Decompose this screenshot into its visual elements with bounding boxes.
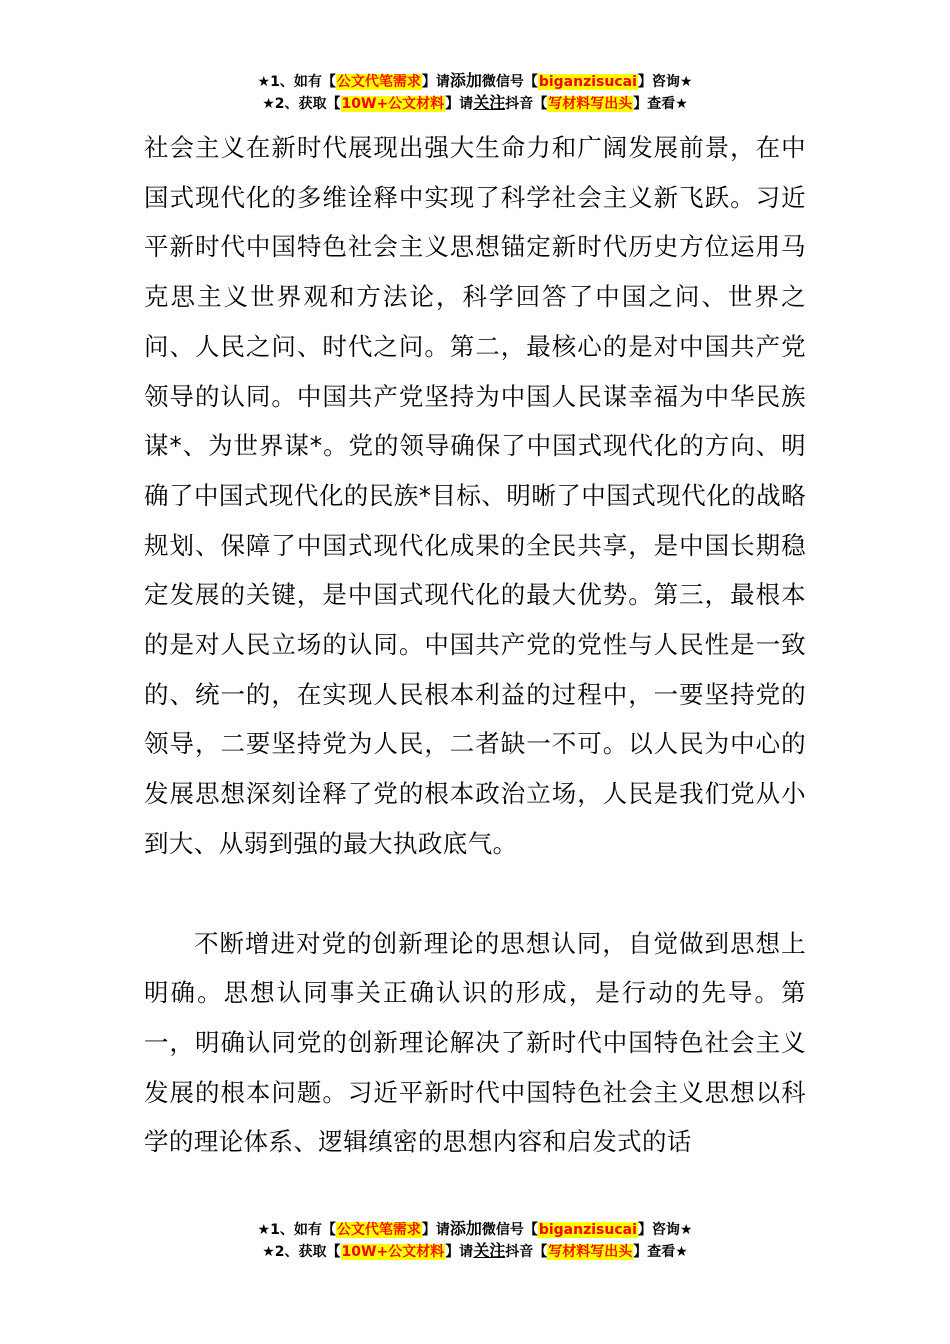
footer-line-1-suffix: 】咨询★: [637, 1222, 693, 1238]
header-line-2-douyin-id: 写材料写出头: [548, 96, 633, 112]
header-line-2-suffix: 】查看★: [633, 96, 688, 112]
header-line-2: [0, 92, 950, 114]
footer-line-2-mid: 】请: [445, 1244, 474, 1260]
footer-line-1: [0, 1218, 950, 1240]
footer-line-1-mid: 】请: [421, 1222, 450, 1238]
header-line-2-follow: 关注: [473, 93, 506, 112]
footer-line-1-highlight-service: 公文代笔需求: [336, 1222, 421, 1238]
footer-line-1-wechat-label: 微信号【: [481, 1222, 538, 1238]
paragraph-2: 不断增进对党的创新理论的思想认同，自觉做到思想上明确。思想认同事关正确认识的形成，是行动的先导。第一，明确认同党的创新理论解决了新时代中国特色社会主义发展的根本问题。习近平新时代中国特色社会主义思想以科学的理论体系、逻辑缜密的思想内容和启发式的话: [144, 928, 806, 1157]
header-line-1-add: 添加: [449, 71, 482, 90]
footer-line-1-prefix: ★1、如有【: [257, 1222, 336, 1238]
header-line-1: [0, 70, 950, 92]
header-line-1-mid: 】请: [421, 74, 450, 90]
footer-line-2-douyin-id: 写材料写出头: [548, 1244, 633, 1260]
header-line-1-wechat-label: 微信号【: [481, 74, 538, 90]
footer-line-1-add: 添加: [449, 1219, 482, 1238]
footer-banner: [0, 1218, 950, 1262]
header-line-2-douyin-label: 抖音【: [505, 96, 548, 112]
header-banner: [0, 70, 950, 114]
header-line-1-wechat-id: biganzisucai: [538, 74, 637, 90]
header-line-1-suffix: 】咨询★: [637, 74, 693, 90]
header-line-2-highlight-materials: 10W+公文材料: [341, 96, 445, 112]
footer-line-1-wechat-id: biganzisucai: [538, 1222, 637, 1238]
header-line-1-prefix: ★1、如有【: [257, 74, 336, 90]
header-line-2-mid: 】请: [445, 96, 474, 112]
footer-line-2-prefix: ★2、获取【: [262, 1244, 341, 1260]
header-line-2-prefix: ★2、获取【: [262, 96, 341, 112]
header-line-1-highlight-service: 公文代笔需求: [336, 74, 421, 90]
footer-line-2: [0, 1240, 950, 1262]
footer-line-2-highlight-materials: 10W+公文材料: [341, 1244, 445, 1260]
footer-line-2-follow: 关注: [473, 1241, 506, 1260]
paragraph-gap: [144, 869, 806, 919]
paragraph-1: 社会主义在新时代展现出强大生命力和广阔发展前景，在中国式现代化的多维诠释中实现了科学社会主义新飞跃。习近平新时代中国特色社会主义思想锚定新时代历史方位运用马克思主义世界观和方法论，科学回答了中国之问、世界之问、人民之问、时代之问。第二，最核心的是对中国共产党领导的认同。中国共产党坚持为中国人民谋幸福为中华民族谋*、为世界谋*。党的领导确保了中国式现代化的方向、明确了中国式现代化的民族*目标、明晰了中国式现代化的战略规划、保障了中国式现代化成果的全民共享，是中国长期稳定发展的关键，是中国式现代化的最大优势。第三，最根本的是对人民立场的认同。中国共产党的党性与人民性是一致的、统一的，在实现人民根本利益的过程中，一要坚持党的领导，二要坚持党为人民，二者缺一不可。以人民为中心的发展思想深刻诠释了党的根本政治立场，人民是我们党从小到大、从弱到强的最大执政底气。: [144, 133, 806, 858]
footer-line-2-suffix: 】查看★: [633, 1244, 688, 1260]
document-body: [144, 123, 806, 1167]
footer-line-2-douyin-label: 抖音【: [505, 1244, 548, 1260]
